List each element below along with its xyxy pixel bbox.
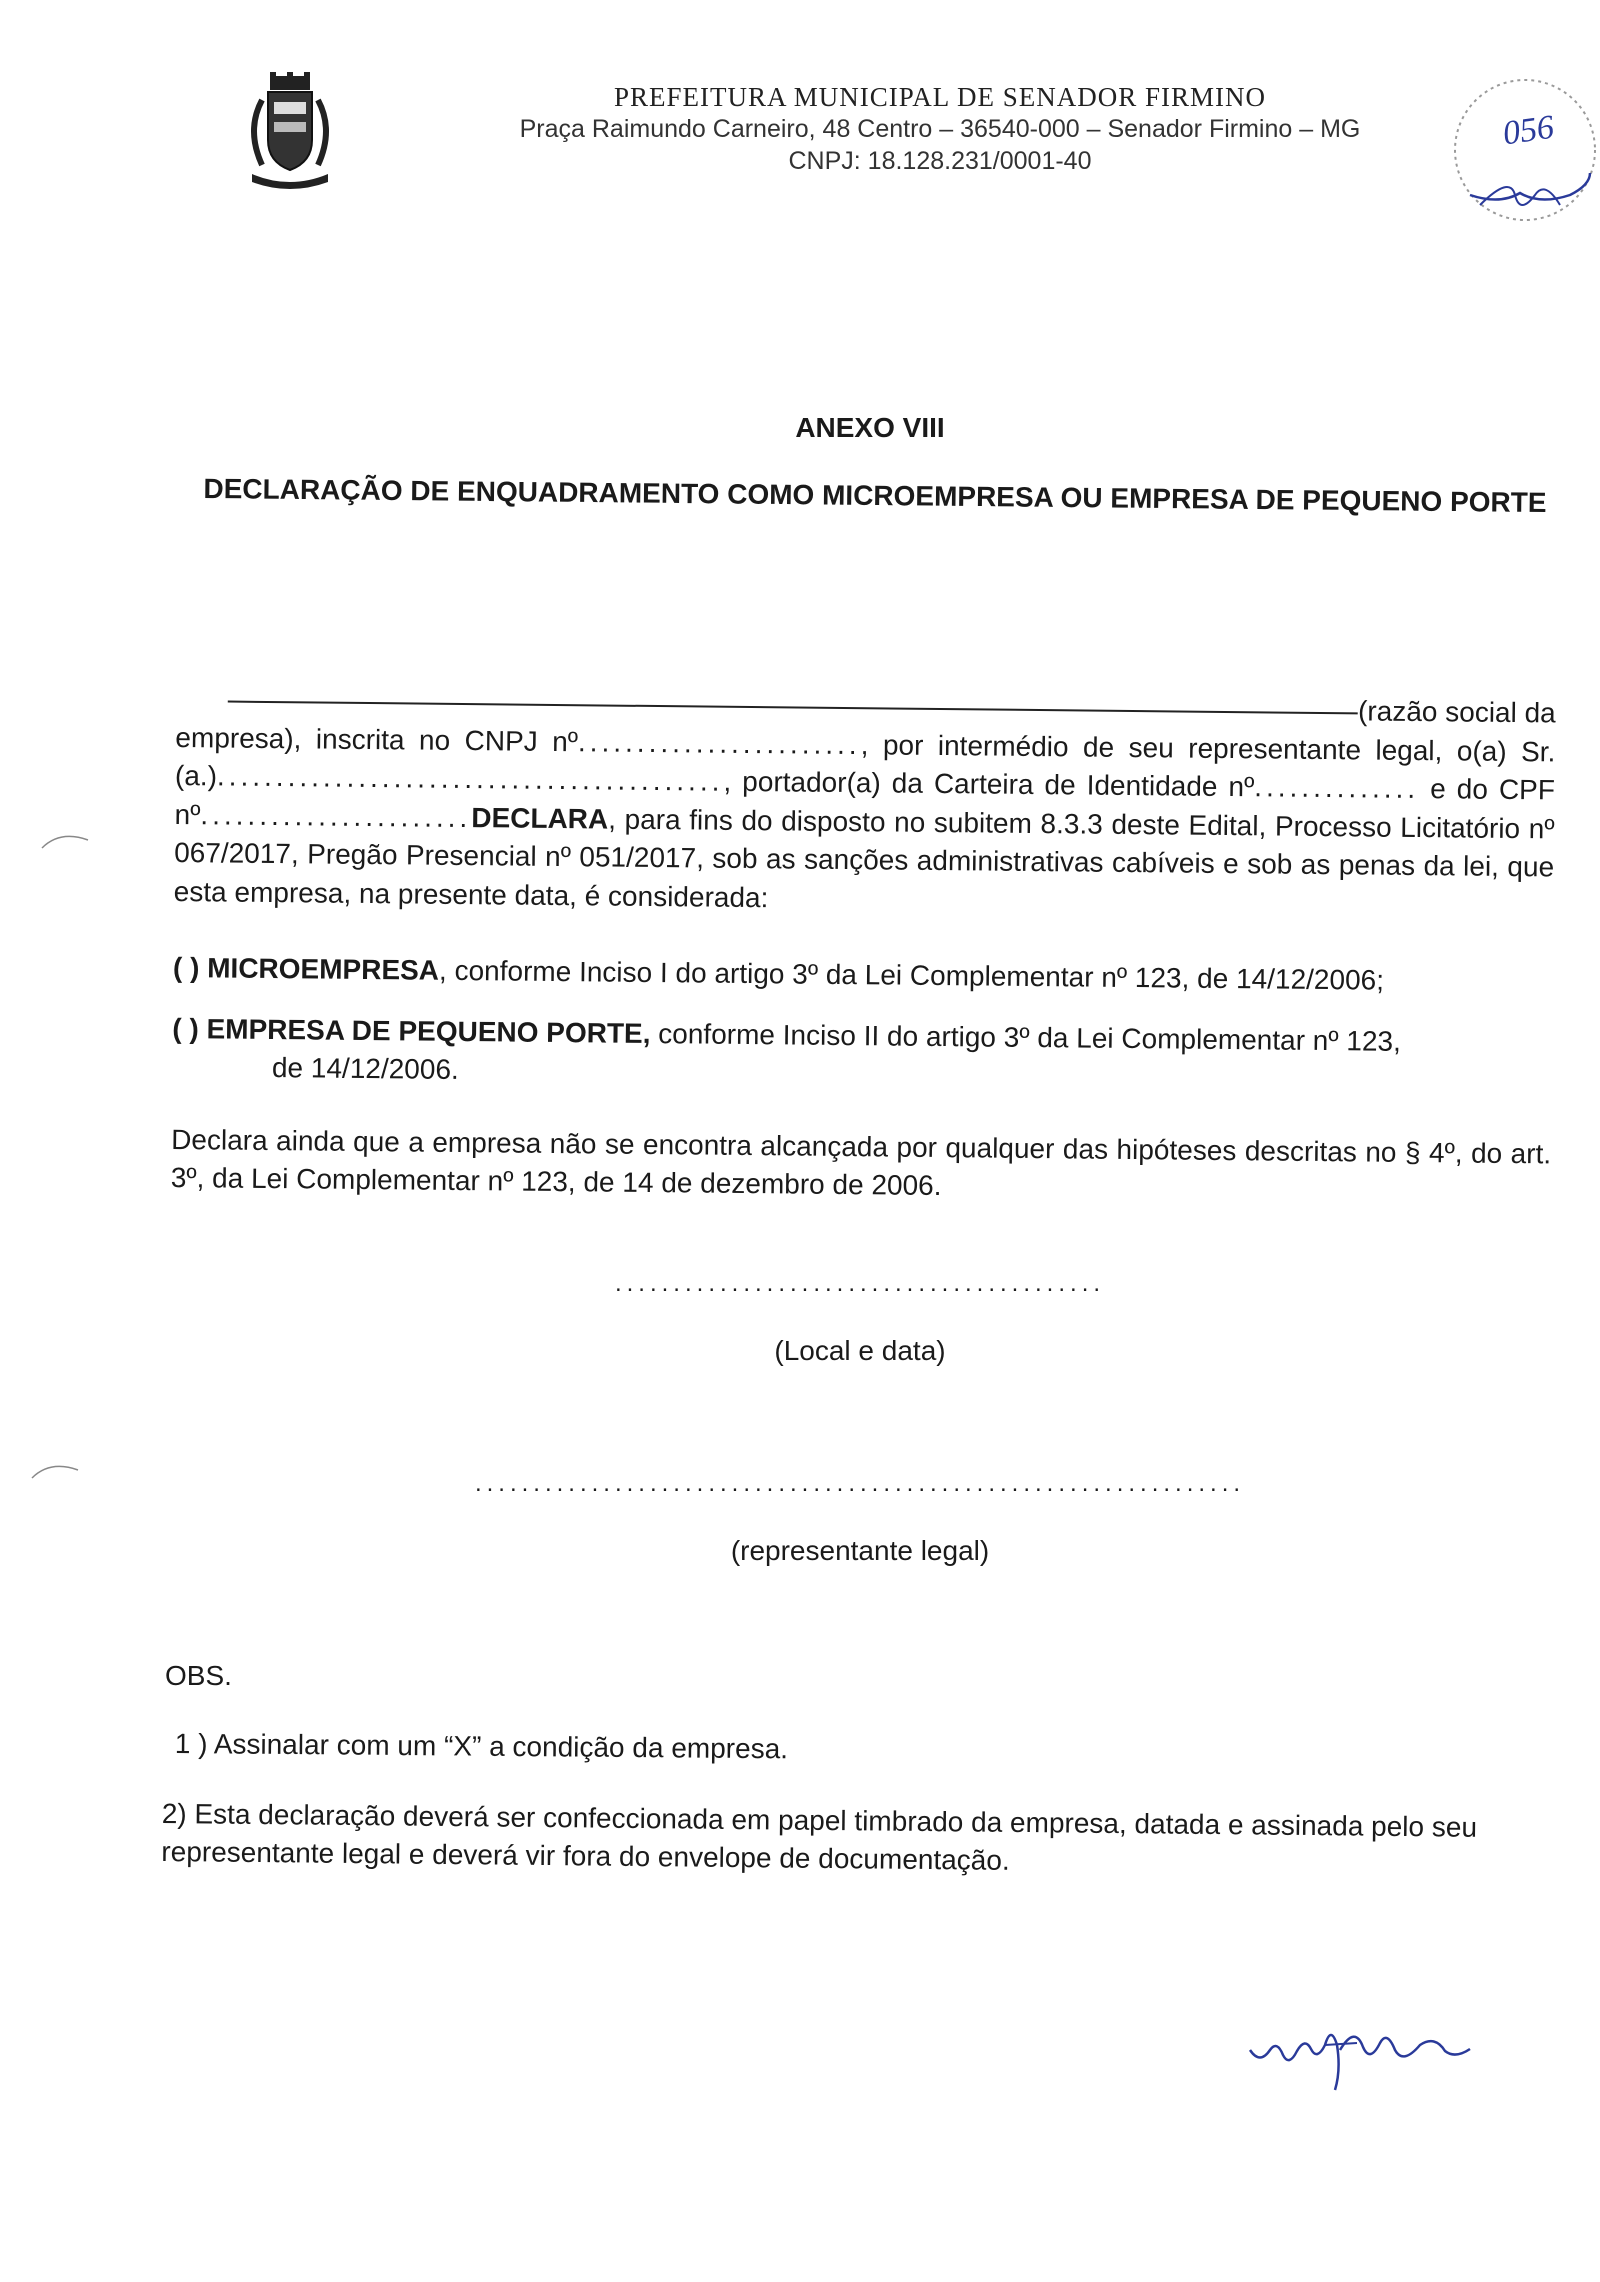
obs-item-2: 2) Esta declaração deverá ser confeccionada em papel timbrado da empresa, datada e assinada pelo seu representante legal e deverá vir fora do envelope de documentação. bbox=[161, 1797, 1478, 1876]
letterhead-address: Praça Raimundo Carneiro, 48 Centro – 36540-000 – Senador Firmino – MG bbox=[519, 115, 1361, 143]
representative-name-blank: ........................................... bbox=[216, 760, 724, 797]
option-epp-label: EMPRESA DE PEQUENO PORTE, bbox=[206, 1012, 651, 1049]
declaration-body bbox=[171, 680, 1556, 1212]
option-microempresa bbox=[173, 949, 1553, 1002]
representative-label: , por intermédio de seu representante bbox=[860, 728, 1362, 765]
option-epp-continuation: de 14/12/2006. bbox=[271, 1052, 459, 1085]
declara-keyword: DECLARA bbox=[471, 801, 609, 835]
letterhead-cnpj: CNPJ: 18.128.231/0001-40 bbox=[788, 147, 1092, 175]
para-fins-label: , para fins do bbox=[608, 803, 773, 836]
cnpj-blank: ........................ bbox=[577, 725, 861, 760]
sr-label: legal, o(a) Sr.(a.) bbox=[174, 734, 1556, 792]
page-number: 056 bbox=[1500, 108, 1557, 153]
identidade-blank: .............. bbox=[1254, 771, 1420, 805]
letterhead bbox=[460, 82, 1420, 177]
option-epp-checkbox: ( ) bbox=[172, 1012, 199, 1044]
margin-mark-icon bbox=[30, 1460, 80, 1480]
annex-heading: ANEXO VIII bbox=[795, 412, 945, 443]
obs-heading: OBS. bbox=[165, 1660, 232, 1691]
razao-social-label: (razão social da bbox=[1357, 695, 1556, 729]
signature-label: (representante legal) bbox=[730, 1535, 990, 1566]
option-microempresa-label: MICROEMPRESA bbox=[207, 952, 440, 986]
handwritten-rubric-icon bbox=[1245, 2015, 1475, 2095]
additional-declaration: Declara ainda que a empresa não se encontra alcançada por qualquer das hipóteses descritas no § 4º, do art. 3º, da Lei Complementar nº 123, de 14 de dezembro de 2006. bbox=[170, 1123, 1552, 1202]
local-date-label: (Local e data) bbox=[774, 1335, 946, 1366]
declaration-title: DECLARAÇÃO DE ENQUADRAMENTO COMO MICROEMPRESA OU EMPRESA DE PEQUENO PORTE bbox=[203, 472, 1547, 519]
cnpj-label: empresa), inscrita no CNPJ nº bbox=[175, 721, 579, 757]
cpf-blank: ....................... bbox=[200, 798, 472, 833]
option-microempresa-text: , conforme Inciso I do artigo 3º da Lei Complementar nº 123, de 14/12/2006; bbox=[438, 954, 1385, 996]
signature-blank: .................................................................. bbox=[474, 1470, 1246, 1497]
declaration-text: disposto no subitem 8.3.3 deste Edital, Processo Licitatório nº 067/2017, Pregão Presencial nº 051/2017, sob as sanções administrativas cabíveis e sob as penas da lei, que esta empresa, na presente data, é considerada: bbox=[173, 804, 1555, 913]
local-date-blank: .......................................... bbox=[614, 1270, 1106, 1297]
cpf-label: e do CPF nº bbox=[174, 773, 1556, 830]
carteira-label: , portador(a) da Carteira de bbox=[723, 765, 1076, 801]
identidade-label: Identidade nº bbox=[1086, 769, 1255, 803]
declaration-paragraph bbox=[174, 718, 1556, 925]
option-epp-text: conforme Inciso II do artigo 3º da Lei Complementar nº 123, bbox=[650, 1017, 1402, 1057]
municipal-crest-icon bbox=[240, 70, 340, 190]
obs-item-1: 1 ) Assinalar com um “X” a condição da empresa. bbox=[174, 1728, 789, 1765]
company-name-blank bbox=[228, 700, 1358, 715]
margin-mark-icon bbox=[40, 830, 90, 850]
option-microempresa-checkbox: ( ) bbox=[172, 951, 200, 984]
letterhead-title: PREFEITURA MUNICIPAL DE SENADOR FIRMINO bbox=[613, 82, 1267, 112]
